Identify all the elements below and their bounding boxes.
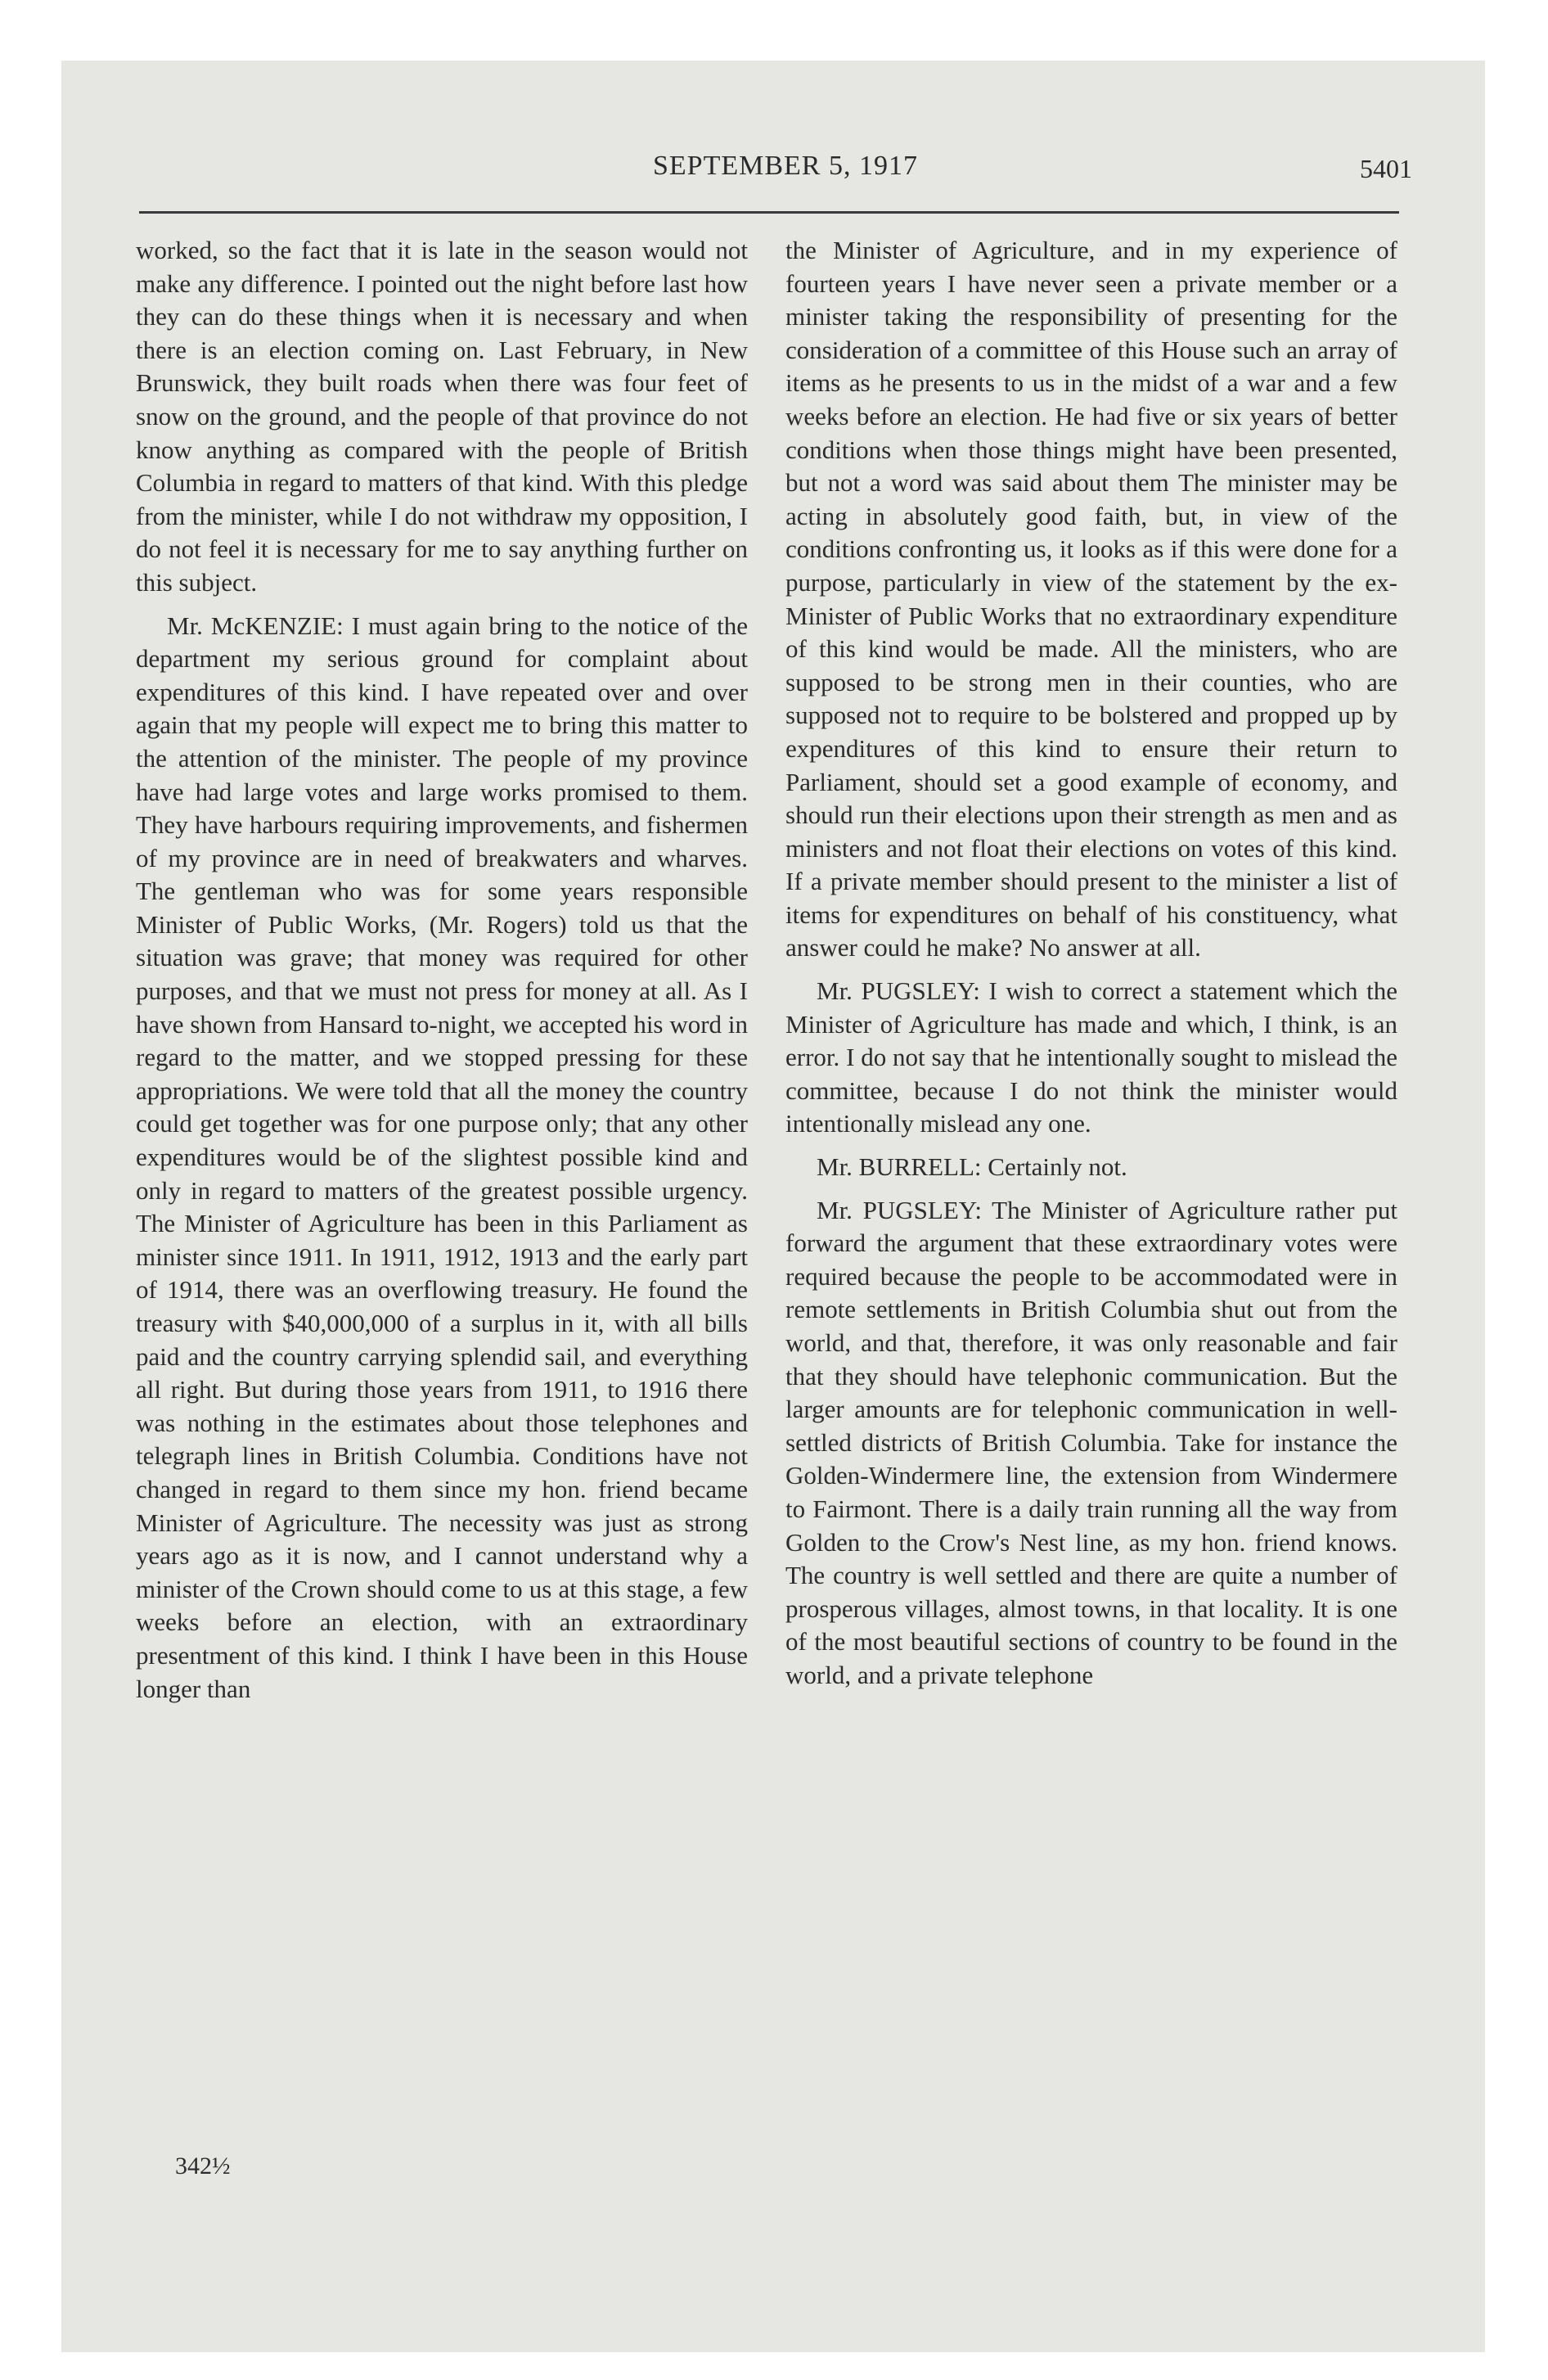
- paragraph: Mr. McKENZIE: I must again bring to the notice of the department my serious ground for complaint about expenditures of this kind. I have repeated over and over again that my people will expect me to bring this matter to the attention of the minister. The people of my province have had large votes and large works promised to them. They have harbours requiring improvements, and fishermen of my province are in need of breakwaters and wharves. The gentleman who was for some years responsible Minister of Public Works, (Mr. Rogers) told us that the situation was grave; that money was required for other purposes, and that we must not press for money at all. As I have shown from Hansard to-night, we accepted his word in regard to the matter, and we stopped pressing for these appropriations. We were told that all the money the country could get together was for one purpose only; that any other expenditures would be of the slightest possible kind and only in regard to matters of the greatest possible urgency. The Minister of Agriculture has been in this Parliament as minister since 1911. In 1911, 1912, 1913 and the early part of 1914, there was an overflowing treasury. He found the treasury with $40,000,000 of a surplus in it, with all bills paid and the country carrying splendid sail, and everything all right. But during those years from 1911, to 1916 there was nothing in the estimates about those telephones and telegraph lines in British Columbia. Conditions have not changed in regard to them since my hon. friend became Minister of Agriculture. The necessity was just as strong years ago as it is now, and I cannot understand why a minister of the Crown should come to us at this stage, a few weeks before an election, with an extraordinary presentment of this kind. I think I have been in this House longer than: [136, 611, 748, 1703]
- header-rule: [139, 211, 1399, 214]
- header-date: SEPTEMBER 5, 1917: [653, 151, 918, 181]
- paragraph: Mr. PUGSLEY: The Minister of Agriculture rather put forward the argument that these extraordinary votes were required because the people to be accommodated were in remote settlements in British Columbia shut out from the world, and that, therefore, it was only reasonable and fair that they should have telephonic communication. But the larger amounts are for telephonic communication in well-settled districts of British Columbia. Take for instance the Golden-Windermere line, the extension from Windermere to Fairmont. There is a daily train running all the way from Golden to the Crow's Nest line, as my hon. friend knows. The country is well settled and there are quite a number of prosperous villages, almost towns, in that locality. It is one of the most beautiful sections of country to be found in the world, and a private telephone: [785, 1195, 1397, 1689]
- right-column: [785, 234, 1397, 1693]
- left-column: [136, 234, 748, 1706]
- paragraph: the Minister of Agriculture, and in my experience of fourteen years I have never seen a private member or a minister taking the responsibility of presenting for the consideration of a committee of this House such an array of items as he presents to us in the midst of a war and a few weeks before an election. He had five or six years of better conditions when those things might have been presented, but not a word was said about them The minister may be acting in absolutely good faith, but, in view of the conditions confronting us, it looks as if this were done for a purpose, particularly in view of the statement by the ex-Minister of Public Works that no extraordinary expenditure of this kind would be made. All the ministers, who are supposed to be strong men in their counties, who are supposed not to require to be bolstered and propped up by expenditures of this kind to ensure their return to Parliament, should set a good example of economy, and should run their elections upon their strength as men and as ministers and not float their elections on votes of this kind. If a private member should present to the minister a list of items for expenditures on behalf of his constituency, what answer could he make? No answer at all.: [785, 236, 1397, 962]
- paragraph: Mr. BURRELL: Certainly not.: [817, 1152, 1127, 1182]
- paragraph: worked, so the fact that it is late in the season would not make any difference. I pointed out the night before last how they can do these things when it is necessary and when there is an election coming on. Last February, in New Brunswick, they built roads when there was four feet of snow on the ground, and the people of that province do not know anything as compared with the people of British Columbia in regard to matters of that kind. With this pledge from the minister, while I do not withdraw my opposition, I do not feel it is necessary for me to say anything further on this subject.: [136, 236, 748, 597]
- page-number: 5401: [1360, 154, 1412, 183]
- paragraph: Mr. PUGSLEY: I wish to correct a statement which the Minister of Agriculture has made and which, I think, is an error. I do not say that he intentionally sought to mislead the committee, because I do not think the minister would intentionally mislead any one.: [785, 976, 1397, 1138]
- signature-mark: 342½: [175, 2152, 231, 2179]
